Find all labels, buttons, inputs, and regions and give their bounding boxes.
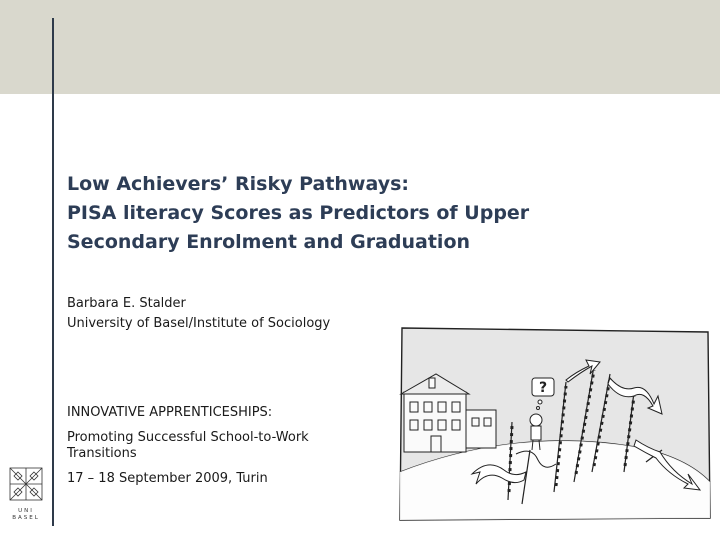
vertical-rule	[52, 18, 54, 526]
cartoon-pathways-illustration	[396, 322, 714, 526]
slide-title	[67, 170, 707, 257]
header-band	[0, 0, 720, 94]
question-mark: ?	[538, 380, 548, 396]
title-line-3: Secondary Enrolment and Graduation	[67, 231, 471, 253]
logo-text-line-1: UNI	[18, 508, 34, 514]
title-line-1: Low Achievers’ Risky Pathways:	[67, 173, 410, 195]
author-affiliation: University of Basel/Institute of Sociology	[67, 316, 331, 331]
author-name: Barbara E. Stalder	[67, 296, 186, 311]
author-block	[67, 294, 330, 334]
conference-subtitle: Promoting Successful School-to-Work Transitions	[67, 430, 309, 461]
conference-name: INNOVATIVE APPRENTICESHIPS:	[67, 405, 273, 420]
title-line-2: PISA literacy Scores as Predictors of Upper	[67, 202, 530, 224]
conference-date: 17 – 18 September 2009, Turin	[67, 471, 268, 486]
university-logo-text	[6, 508, 46, 522]
logo-text-line-2: BASEL	[12, 515, 40, 521]
